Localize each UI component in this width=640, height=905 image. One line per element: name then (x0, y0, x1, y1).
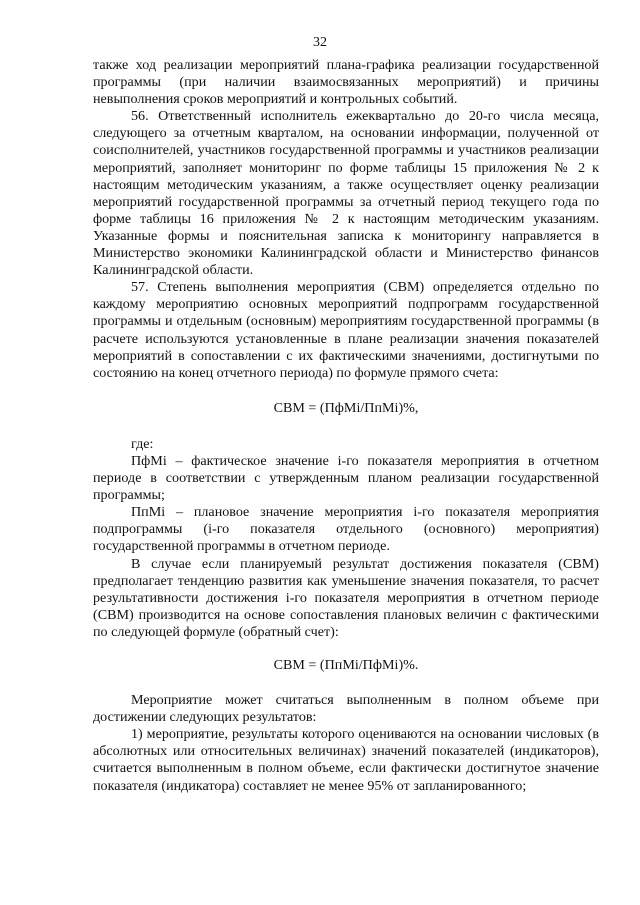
paragraph-completion: Мероприятие может считаться выполненным в полном объеме при достижении следующих результатов: (93, 692, 599, 726)
formula-direct: СВМ = (ПфМi/ПпМi)%, (273, 399, 419, 416)
page-number: 32 (313, 35, 327, 50)
formula-reverse: СВМ = (ПпМi/ПфМi)%. (273, 657, 419, 673)
document-body (93, 57, 599, 795)
paragraph-reverse-count: В случае если планируемый результат достижения показателя (СВМ) предполагает тенденцию развития как уменьшение значения показателя, то расчет результативности достижения i-го показателя мероприятия в отчетном периоде (СВМ) производится на основе сопоставления плановых величин с фактическими по следующей формуле (обратный счет): (93, 555, 599, 640)
where-label: где: (131, 435, 154, 452)
paragraph-continuation: также ход реализации мероприятий плана-графика реализации государственной программы (при наличии взаимосвязанных мероприятий) и причины невыполнения сроков мероприятий и контрольных событий. (93, 57, 599, 108)
definition-actual: ПфМi – фактическое значение i-го показателя мероприятия в отчетном периоде в соответствии с утвержденным планом реализации государственной программы; (93, 452, 599, 504)
paragraph-57: 57. Степень выполнения мероприятия (СВМ) определяется отдельно по каждому мероприятию основных мероприятий подпрограмм государственной программы и отдельным (основным) мероприятиям государственной программы (в расчете используются установленные в плане реализации значения показателей мероприятий в сопоставлении с их фактическими значениями, достигнутыми по состоянию на конец отчетного периода) по формуле прямого счета: (93, 279, 599, 381)
paragraph-56: 56. Ответственный исполнитель ежеквартально до 20-го числа месяца, следующего за отчетным кварталом, на основании информации, полученной от соисполнителей, участников государственной программы и участников реализации мероприятий, заполняет мониторинг по форме таблицы 15 приложения № 2 к настоящим методическим указаниям, а также осуществляет оценку реализации мероприятий государственной программы за отчетный период текущего года по форме таблицы 16 приложения № 2 к настоящим методическим указаниям. Указанные формы и пояснительная записка к мониторингу направляется в Министерство экономики Калининградской области и Министерство финансов Калининградской области. (93, 108, 599, 279)
list-item-1: 1) мероприятие, результаты которого оцениваются на основании числовых (в абсолютных или относительных величинах) значений показателей (индикаторов), считается выполненным в полном объеме, если фактически достигнутое значение показателя (индикатора) составляет не менее 95% от запланированного; (93, 726, 599, 794)
definition-planned: ПпМi – плановое значение мероприятия i-го показателя мероприятия подпрограммы (i-го показателя отдельного (основного) мероприятия) государственной программы в отчетном периоде. (93, 504, 599, 555)
